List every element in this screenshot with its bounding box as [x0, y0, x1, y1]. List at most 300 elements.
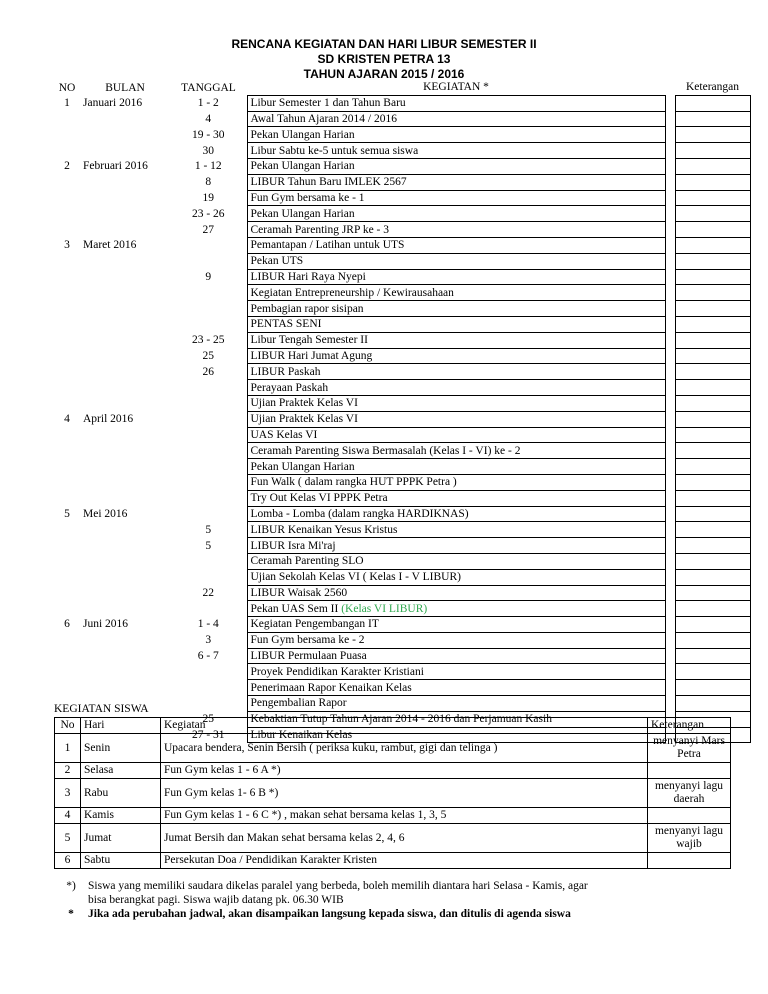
notes — [54, 879, 674, 921]
calendar-kegiatan — [247, 443, 665, 459]
calendar-kegiatan-text: Ceramah Parenting JRP ke - 3 — [250, 223, 390, 236]
calendar-bulan — [80, 190, 170, 206]
calendar-keterangan — [675, 253, 750, 269]
calendar-no-text: 4 — [64, 413, 70, 426]
calendar-gap — [665, 158, 675, 174]
calendar-kegiatan-text: Fun Gym bersama ke - 1 — [250, 191, 365, 204]
calendar-bulan-text: April 2016 — [83, 413, 134, 426]
calendar-bulan — [80, 380, 170, 396]
note-line: Siswa yang memiliki saudara dikelas paralel yang berbeda, boleh memilih diantara hari Selasa - Kamis, agar — [88, 880, 588, 892]
calendar-bulan — [80, 585, 170, 601]
calendar-tanggal-text: 3 — [205, 634, 212, 647]
calendar-no — [54, 380, 80, 396]
ks-kegiatan: Upacara bendera, Senin Bersih ( periksa kuku, rambut, gigi dan telinga ) — [161, 734, 648, 763]
calendar-keterangan — [675, 301, 750, 317]
calendar-no — [54, 301, 80, 317]
calendar-keterangan — [675, 459, 750, 475]
calendar-gap — [665, 601, 675, 617]
calendar-gap — [665, 380, 675, 396]
calendar-tanggal — [170, 490, 247, 506]
calendar-tanggal — [170, 364, 247, 380]
calendar-bulan — [80, 174, 170, 190]
calendar-kegiatan-text: Kegiatan Entrepreneurship / Kewirausahaan — [250, 286, 454, 299]
calendar-bulan — [80, 632, 170, 648]
note-item — [54, 879, 674, 907]
calendar-kegiatan — [247, 459, 665, 475]
calendar-row — [54, 380, 750, 396]
calendar-no-text: 2 — [64, 160, 70, 173]
calendar-gap — [665, 111, 675, 127]
calendar-bulan — [80, 143, 170, 159]
calendar-gap — [665, 285, 675, 301]
calendar-keterangan — [675, 617, 750, 633]
ks-keterangan: menyanyi Mars Petra — [648, 734, 731, 763]
calendar-no — [54, 443, 80, 459]
calendar-gap — [665, 143, 675, 159]
calendar-kegiatan — [247, 617, 665, 633]
calendar-tanggal-text: 4 — [205, 112, 212, 125]
calendar-keterangan — [675, 696, 750, 712]
calendar-tanggal — [170, 269, 247, 285]
calendar-no — [54, 395, 80, 411]
calendar-kegiatan-text: LIBUR Kenaikan Yesus Kristus — [250, 523, 398, 536]
calendar-row — [54, 285, 750, 301]
calendar-kegiatan-text: Pembagian rapor sisipan — [250, 302, 364, 315]
calendar-keterangan — [675, 506, 750, 522]
calendar-keterangan — [675, 664, 750, 680]
calendar-kegiatan — [247, 316, 665, 332]
calendar-keterangan — [675, 474, 750, 490]
header-no: NO — [58, 81, 76, 94]
calendar-kegiatan-text: Pemantapan / Latihan untuk UTS — [250, 239, 405, 252]
calendar-gap — [665, 617, 675, 633]
calendar-tanggal-text: 25 — [202, 349, 214, 362]
calendar-tanggal — [170, 601, 247, 617]
calendar-gap — [665, 174, 675, 190]
calendar-kegiatan-text: Fun Walk ( dalam rangka HUT PPPK Petra ) — [250, 476, 457, 489]
calendar-kegiatan — [247, 648, 665, 664]
calendar-kegiatan — [247, 506, 665, 522]
calendar-keterangan — [675, 206, 750, 222]
calendar-bulan — [80, 474, 170, 490]
calendar-keterangan — [675, 538, 750, 554]
calendar-no — [54, 111, 80, 127]
calendar-no — [54, 680, 80, 696]
calendar-kegiatan-text: LIBUR Paskah — [250, 365, 321, 378]
calendar-tanggal — [170, 585, 247, 601]
calendar-bulan — [80, 237, 170, 253]
calendar-kegiatan — [247, 206, 665, 222]
calendar-kegiatan-text: Kebaktian Tutup Tahun Ajaran 2014 - 2016 dan Perjamuan Kasih — [250, 713, 552, 726]
calendar-no — [54, 332, 80, 348]
note-text — [88, 879, 588, 907]
calendar-gap — [665, 411, 675, 427]
note-line: bisa berangkat pagi. Siswa wajib datang pk. 06.30 WIB — [88, 894, 344, 906]
calendar-kegiatan — [247, 348, 665, 364]
calendar-tanggal — [170, 143, 247, 159]
calendar-row — [54, 332, 750, 348]
header-bulan: BULAN — [105, 81, 145, 94]
calendar-bulan — [80, 111, 170, 127]
calendar-keterangan — [675, 222, 750, 238]
calendar-row — [54, 506, 750, 522]
calendar-row — [54, 648, 750, 664]
calendar-tanggal — [170, 411, 247, 427]
calendar-kegiatan-text: Perayaan Paskah — [250, 381, 329, 394]
kegiatan-siswa-row — [55, 734, 731, 763]
calendar-tanggal-text: 19 — [202, 191, 214, 204]
calendar-tanggal — [170, 474, 247, 490]
calendar-kegiatan-text: Lomba - Lomba (dalam rangka HARDIKNAS) — [250, 507, 469, 520]
ks-kegiatan: Jumat Bersih dan Makan sehat bersama kelas 2, 4, 6 — [161, 824, 648, 853]
calendar-bulan — [80, 648, 170, 664]
calendar-row — [54, 348, 750, 364]
calendar-row — [54, 490, 750, 506]
calendar-tanggal — [170, 332, 247, 348]
calendar-tanggal — [170, 380, 247, 396]
calendar-kegiatan-text: LIBUR Tahun Baru IMLEK 2567 — [250, 176, 407, 189]
calendar-tanggal — [170, 95, 247, 111]
header-tanggal: TANGGAL — [181, 81, 236, 94]
calendar-no — [54, 601, 80, 617]
calendar-kegiatan — [247, 380, 665, 396]
calendar-tanggal — [170, 174, 247, 190]
calendar-tanggal — [170, 427, 247, 443]
calendar-bulan — [80, 411, 170, 427]
calendar-kegiatan — [247, 601, 665, 617]
calendar-no — [54, 522, 80, 538]
calendar-tanggal — [170, 617, 247, 633]
calendar-bulan — [80, 348, 170, 364]
ks-keterangan — [648, 763, 731, 779]
ks-no: 5 — [55, 824, 81, 853]
calendar-tanggal-text: 8 — [205, 176, 212, 189]
calendar-row — [54, 127, 750, 143]
calendar-tanggal — [170, 696, 247, 712]
calendar-gap — [665, 538, 675, 554]
calendar-kegiatan-text: Ceramah Parenting SLO — [250, 555, 364, 568]
calendar-no — [54, 506, 80, 522]
calendar-kegiatan — [247, 569, 665, 585]
calendar-bulan — [80, 222, 170, 238]
calendar-kegiatan-text: Fun Gym bersama ke - 2 — [250, 634, 365, 647]
calendar-bulan — [80, 301, 170, 317]
ks-header-no: No — [55, 718, 81, 734]
calendar-kegiatan — [247, 190, 665, 206]
calendar-kegiatan — [247, 222, 665, 238]
ks-no: 4 — [55, 808, 81, 824]
calendar-row — [54, 522, 750, 538]
calendar-tanggal-text: 1 - 4 — [197, 618, 219, 631]
calendar-row — [54, 95, 750, 111]
calendar-kegiatan — [247, 427, 665, 443]
calendar-gap — [665, 632, 675, 648]
calendar-kegiatan-text: Kegiatan Pengembangan IT — [250, 618, 379, 631]
calendar-tanggal-text: 27 - 31 — [191, 729, 225, 742]
calendar-keterangan — [675, 316, 750, 332]
calendar-row — [54, 301, 750, 317]
calendar-no-text: 1 — [64, 97, 70, 110]
header-kegiatan: KEGIATAN * — [423, 81, 489, 94]
calendar-row — [54, 158, 750, 174]
calendar-kegiatan — [247, 632, 665, 648]
calendar-no — [54, 553, 80, 569]
calendar-keterangan — [675, 553, 750, 569]
calendar-no — [54, 206, 80, 222]
ks-kegiatan: Fun Gym kelas 1 - 6 C *) , makan sehat bersama kelas 1, 3, 5 — [161, 808, 648, 824]
calendar-no — [54, 490, 80, 506]
calendar-kegiatan — [247, 680, 665, 696]
calendar-gap — [665, 553, 675, 569]
calendar-kegiatan-text: LIBUR Permulaan Puasa — [250, 650, 367, 663]
calendar-kegiatan — [247, 237, 665, 253]
ks-hari: Kamis — [81, 808, 161, 824]
calendar-keterangan — [675, 632, 750, 648]
calendar-keterangan — [675, 269, 750, 285]
calendar-gap — [665, 332, 675, 348]
calendar-tanggal — [170, 553, 247, 569]
calendar-tanggal-text: 27 — [202, 223, 214, 236]
calendar-no — [54, 95, 80, 111]
calendar-kegiatan-text: Pekan Ulangan Harian — [250, 160, 355, 173]
calendar-row — [54, 111, 750, 127]
calendar-row — [54, 190, 750, 206]
calendar-kegiatan-text: Libur Kenaikan Kelas — [250, 729, 353, 742]
calendar-kegiatan-text: Penerimaan Rapor Kenaikan Kelas — [250, 681, 412, 694]
kegiatan-siswa-row — [55, 763, 731, 779]
ks-no: 1 — [55, 734, 81, 763]
ks-hari: Selasa — [81, 763, 161, 779]
calendar-kegiatan-note: (Kelas VI LIBUR) — [341, 602, 428, 615]
calendar-tanggal — [170, 127, 247, 143]
calendar-tanggal — [170, 253, 247, 269]
calendar-bulan-text: Maret 2016 — [83, 239, 137, 252]
calendar-tanggal — [170, 206, 247, 222]
calendar-kegiatan — [247, 269, 665, 285]
calendar-gap — [665, 206, 675, 222]
ks-kegiatan: Fun Gym kelas 1- 6 B *) — [161, 779, 648, 808]
calendar-kegiatan-text: UAS Kelas VI — [250, 428, 318, 441]
calendar-tanggal — [170, 569, 247, 585]
note-mark: * — [68, 908, 74, 920]
calendar-keterangan — [675, 522, 750, 538]
calendar-row — [54, 174, 750, 190]
calendar-tanggal — [170, 443, 247, 459]
calendar-row — [54, 585, 750, 601]
calendar-kegiatan — [247, 490, 665, 506]
calendar-tanggal — [170, 190, 247, 206]
calendar-no — [54, 648, 80, 664]
calendar-no — [54, 348, 80, 364]
calendar-keterangan — [675, 648, 750, 664]
calendar-no — [54, 364, 80, 380]
ks-hari: Rabu — [81, 779, 161, 808]
calendar-no — [54, 427, 80, 443]
ks-no: 2 — [55, 763, 81, 779]
ks-keterangan — [648, 853, 731, 869]
calendar-header-row — [54, 80, 750, 95]
calendar-row — [54, 269, 750, 285]
calendar-row — [54, 316, 750, 332]
calendar-row — [54, 601, 750, 617]
calendar-tanggal — [170, 222, 247, 238]
calendar-keterangan — [675, 158, 750, 174]
calendar-kegiatan-text: Pekan UTS — [250, 255, 304, 268]
calendar-table — [54, 80, 751, 743]
ks-keterangan: menyanyi lagu daerah — [648, 779, 731, 808]
kegiatan-siswa-body — [55, 734, 731, 869]
calendar-tanggal-text: 26 — [202, 365, 214, 378]
calendar-no — [54, 316, 80, 332]
calendar-bulan — [80, 316, 170, 332]
calendar-row — [54, 664, 750, 680]
calendar-kegiatan — [247, 553, 665, 569]
calendar-keterangan — [675, 380, 750, 396]
calendar-kegiatan — [247, 522, 665, 538]
calendar-kegiatan — [247, 664, 665, 680]
calendar-row — [54, 632, 750, 648]
calendar-gap — [665, 680, 675, 696]
calendar-keterangan — [675, 395, 750, 411]
calendar-kegiatan — [247, 332, 665, 348]
calendar-tanggal — [170, 285, 247, 301]
calendar-no — [54, 569, 80, 585]
calendar-kegiatan — [247, 696, 665, 712]
calendar-gap — [665, 585, 675, 601]
calendar-tanggal-text: 5 — [205, 523, 212, 536]
calendar-kegiatan-text: LIBUR Hari Jumat Agung — [250, 349, 373, 362]
calendar-no — [54, 285, 80, 301]
calendar-no — [54, 190, 80, 206]
calendar-bulan — [80, 253, 170, 269]
calendar-keterangan — [675, 332, 750, 348]
calendar-bulan — [80, 553, 170, 569]
calendar-tanggal-text: 23 - 26 — [191, 207, 225, 220]
note-line: Jika ada perubahan jadwal, akan disampaikan langsung kepada siswa, dan ditulis di agenda siswa — [88, 908, 571, 920]
kegiatan-siswa-row — [55, 779, 731, 808]
calendar-keterangan — [675, 585, 750, 601]
ks-hari: Senin — [81, 734, 161, 763]
calendar-row — [54, 206, 750, 222]
calendar-tanggal — [170, 316, 247, 332]
calendar-tanggal — [170, 664, 247, 680]
calendar-bulan — [80, 538, 170, 554]
school-name: SD KRISTEN PETRA 13 — [317, 52, 451, 66]
calendar-no — [54, 474, 80, 490]
kegiatan-siswa-table — [54, 717, 731, 869]
calendar-gap — [665, 269, 675, 285]
calendar-bulan-text: Februari 2016 — [83, 160, 148, 173]
calendar-bulan — [80, 95, 170, 111]
calendar-keterangan — [675, 174, 750, 190]
calendar-gap — [665, 253, 675, 269]
calendar-row — [54, 569, 750, 585]
calendar-kegiatan-text: Ujian Sekolah Kelas VI ( Kelas I - V LIBUR) — [250, 571, 461, 584]
kegiatan-siswa-row — [55, 824, 731, 853]
calendar-row — [54, 222, 750, 238]
calendar-keterangan — [675, 143, 750, 159]
calendar-row — [54, 538, 750, 554]
calendar-row — [54, 143, 750, 159]
calendar-keterangan — [675, 443, 750, 459]
calendar-bulan-text: Januari 2016 — [83, 97, 143, 110]
calendar-no-text: 3 — [64, 239, 70, 252]
calendar-gap — [665, 459, 675, 475]
calendar-tanggal — [170, 301, 247, 317]
ks-hari: Sabtu — [81, 853, 161, 869]
ks-keterangan — [648, 808, 731, 824]
calendar-kegiatan-text: Awal Tahun Ajaran 2014 / 2016 — [250, 112, 397, 125]
calendar-no — [54, 174, 80, 190]
calendar-gap — [665, 348, 675, 364]
calendar-row — [54, 395, 750, 411]
calendar-row — [54, 474, 750, 490]
calendar-row — [54, 411, 750, 427]
calendar-no — [54, 411, 80, 427]
calendar-bulan — [80, 364, 170, 380]
calendar-tanggal-text: 5 — [205, 539, 212, 552]
calendar-gap — [665, 569, 675, 585]
calendar-tanggal — [170, 648, 247, 664]
calendar-bulan — [80, 522, 170, 538]
calendar-no — [54, 459, 80, 475]
calendar-no — [54, 538, 80, 554]
calendar-row — [54, 617, 750, 633]
calendar-keterangan — [675, 111, 750, 127]
calendar-bulan — [80, 285, 170, 301]
calendar-tanggal — [170, 680, 247, 696]
calendar-kegiatan — [247, 253, 665, 269]
calendar-bulan — [80, 506, 170, 522]
calendar-kegiatan — [247, 411, 665, 427]
calendar-kegiatan — [247, 301, 665, 317]
calendar-keterangan — [675, 237, 750, 253]
calendar-gap — [665, 364, 675, 380]
calendar-bulan — [80, 206, 170, 222]
calendar-tanggal-text: 25 — [202, 713, 214, 726]
calendar-row — [54, 680, 750, 696]
calendar-bulan — [80, 617, 170, 633]
calendar-kegiatan-text: LIBUR Isra Mi'raj — [250, 539, 336, 552]
calendar-gap — [665, 443, 675, 459]
document-title: RENCANA KEGIATAN DAN HARI LIBUR SEMESTER II — [231, 37, 537, 51]
calendar-bulan — [80, 664, 170, 680]
calendar-bulan — [80, 158, 170, 174]
calendar-gap — [665, 316, 675, 332]
calendar-bulan-text: Mei 2016 — [83, 507, 128, 520]
calendar-keterangan — [675, 190, 750, 206]
calendar-kegiatan-text: Pengembalian Rapor — [250, 697, 347, 710]
ks-no: 6 — [55, 853, 81, 869]
calendar-keterangan — [675, 348, 750, 364]
calendar-bulan — [80, 569, 170, 585]
calendar-tanggal — [170, 506, 247, 522]
calendar-kegiatan — [247, 174, 665, 190]
calendar-kegiatan — [247, 158, 665, 174]
calendar-gap — [665, 474, 675, 490]
calendar-gap — [665, 301, 675, 317]
calendar-bulan — [80, 601, 170, 617]
calendar-keterangan — [675, 601, 750, 617]
calendar-tanggal-text: 6 - 7 — [197, 650, 219, 663]
kegiatan-siswa-header-row — [55, 718, 731, 734]
calendar-tanggal-text: 23 - 25 — [191, 334, 225, 347]
calendar-row — [54, 443, 750, 459]
calendar-no — [54, 253, 80, 269]
calendar-tanggal-text: 19 - 30 — [191, 128, 225, 141]
calendar-kegiatan-text: Libur Tengah Semester II — [250, 334, 368, 347]
calendar-no — [54, 143, 80, 159]
